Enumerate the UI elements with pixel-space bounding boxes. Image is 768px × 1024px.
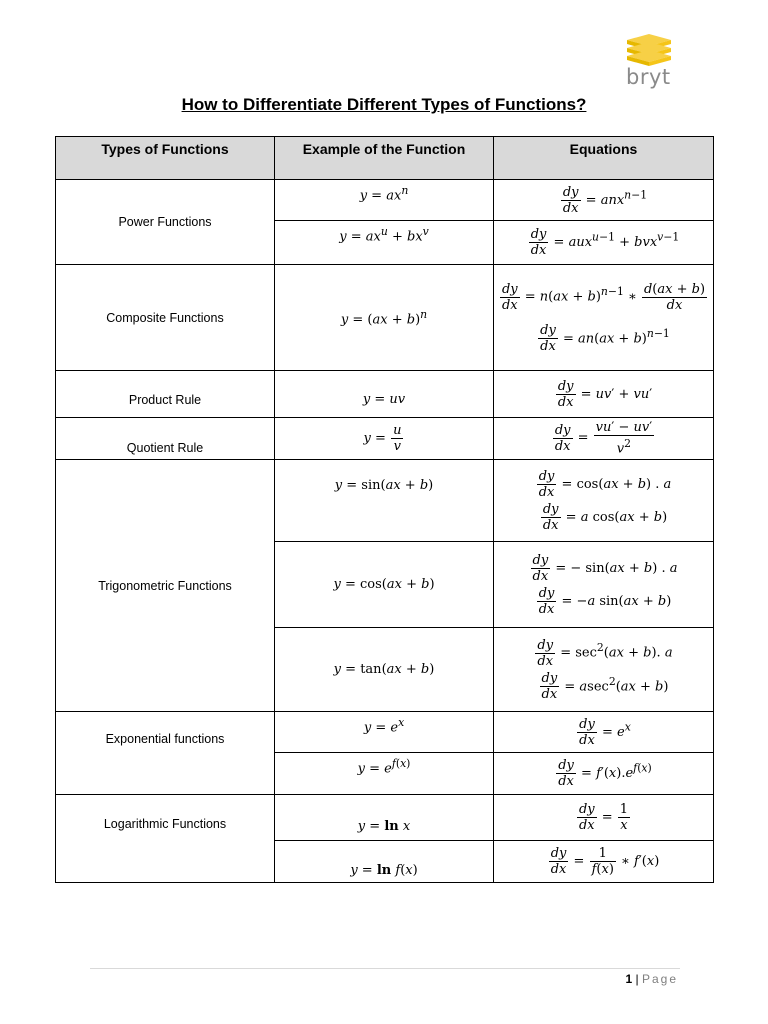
brand-name: bryt — [626, 65, 671, 89]
footer-separator: | — [632, 972, 642, 986]
page-number: 1 — [625, 972, 633, 986]
equation-cell: $\frac{dy}{dx}$ = n(ax + b)$^{n-1}$ ∗ $\frac{d(ax + b)}{dx}$ $\frac{dy}{dx}$ = an(ax + b)$^{n-1}$ — [494, 265, 714, 371]
equation-cell: $\frac{dy}{dx}$ = cos(ax + b) . a $\frac{dy}{dx}$ = a cos(ax + b) — [494, 460, 714, 542]
differentiation-table — [55, 136, 714, 883]
table-row — [56, 180, 714, 221]
example-cell: y = sin(ax + b) — [275, 460, 494, 542]
equation-cell: $\frac{dy}{dx}$ = $\frac{1}{f(x)}$ ∗ f′(x) — [494, 841, 714, 883]
type-trig: Trigonometric Functions — [56, 460, 275, 712]
page-title: How to Differentiate Different Types of Functions? — [181, 95, 587, 114]
equation-cell: $\frac{dy}{dx}$ = $f'(x).e^{f(x)}$ — [494, 753, 714, 795]
books-icon — [625, 32, 673, 66]
table-row — [56, 795, 714, 841]
equation-cell: $\frac{dy}{dx}$ = uv′ + vu′ — [494, 371, 714, 418]
example-cell: y = (ax + b)$^n$ — [275, 265, 494, 371]
example-cell: y = ln f(x) — [275, 841, 494, 883]
type-composite: Composite Functions — [56, 265, 275, 371]
example-cell: y = ln x — [275, 795, 494, 841]
equation-cell: $\frac{dy}{dx}$ = aux$^{u-1}$ + bvx$^{v-1}$ — [494, 221, 714, 265]
example-cell: $y = e^x$ — [275, 712, 494, 753]
equation-cell: $\frac{dy}{dx}$ = anx$^{n-1}$ — [494, 180, 714, 221]
example-cell: y = uv — [275, 371, 494, 418]
example-cell: $y = e^{f(x)}$ — [275, 753, 494, 795]
equation-cell: $\frac{dy}{dx}$ = − sin(ax + b) . a $\frac{dy}{dx}$ = −a sin(ax + b) — [494, 542, 714, 628]
type-product: Product Rule — [56, 371, 275, 418]
equation-cell: $\frac{dy}{dx}$ = $\frac{1}{x}$ — [494, 795, 714, 841]
example-cell: $y = ax^u + bx^v$ — [275, 221, 494, 265]
type-quotient: Quotient Rule — [56, 418, 275, 460]
example-cell: y = tan(ax + b) — [275, 628, 494, 712]
page-footer — [0, 972, 678, 986]
table-row — [56, 712, 714, 753]
table-row — [56, 265, 714, 371]
table-row — [56, 460, 714, 542]
header-equations: Equations — [494, 137, 714, 180]
header-types: Types of Functions — [56, 137, 275, 180]
type-power: Power Functions — [56, 180, 275, 265]
table-row — [56, 418, 714, 460]
equation-cell: $\frac{dy}{dx}$ = $e^x$ — [494, 712, 714, 753]
example-cell: y = cos(ax + b) — [275, 542, 494, 628]
footer-divider — [90, 968, 680, 969]
header-example: Example of the Function — [275, 137, 494, 180]
equation-cell: $\frac{dy}{dx}$ = $\frac{vu' - uv'}{v^2}$ — [494, 418, 714, 460]
example-cell: $y = ax^n$ — [275, 180, 494, 221]
page-word: Page — [641, 972, 678, 986]
example-cell: y = $\frac{u}{v}$ — [275, 418, 494, 460]
type-logarithmic: Logarithmic Functions — [56, 795, 275, 883]
type-exponential: Exponential functions — [56, 712, 275, 795]
table-row — [56, 371, 714, 418]
equation-cell: $\frac{dy}{dx}$ = $\sec^2(ax + b)$. a $\frac{dy}{dx}$ = asec$^2$(ax + b) — [494, 628, 714, 712]
table-header-row — [56, 137, 714, 180]
bryt-logo — [620, 32, 680, 92]
